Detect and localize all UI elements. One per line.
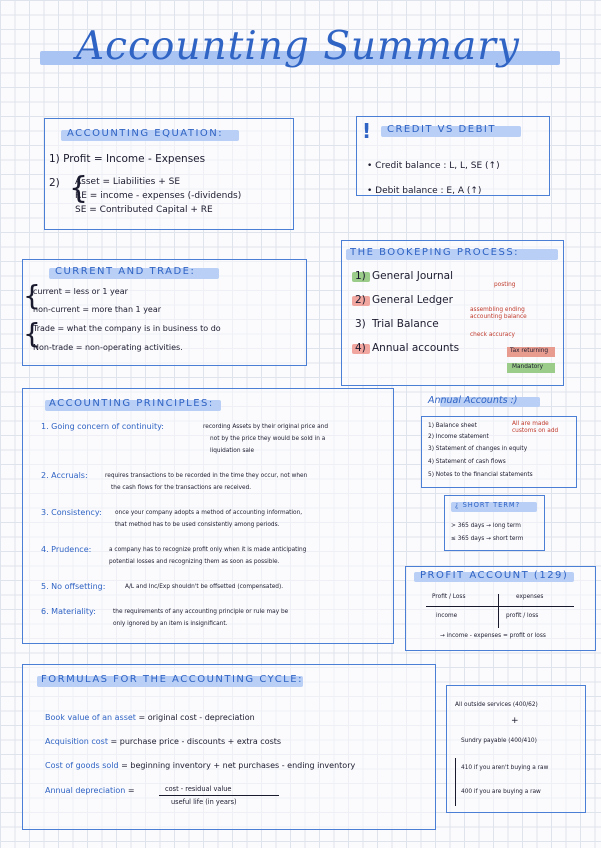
formula-2-label: Acquisition cost [45,737,108,746]
outside-note-1: 410 if you aren't buying a raw [461,765,549,771]
equation-asset: Asset = Liabilities + SE [75,177,181,187]
note-posting: posting [494,282,516,288]
annual-box [421,416,577,488]
principle-3-title: 3. Consistency: [41,508,102,517]
principle-2-line-1: requires transactions to be recorded in the time they occur, not when [105,473,308,479]
t-profit-loss-2: profit / loss [506,613,539,619]
fraction-bar [159,795,279,796]
step-2-label: General Ledger [372,294,453,306]
annual-item-5: 5) Notes to the financial statements [428,472,533,478]
exclamation-icon: ! [362,119,372,143]
credit-debit-box [356,116,550,196]
note-check: check accuracy [470,332,515,338]
principle-6-line-1: the requirements of any accounting principle or rule may be [113,609,289,615]
outside-services-box [446,685,586,813]
principles-box [22,388,394,644]
brace: { [69,171,89,206]
principle-1-line-1: recording Assets by their original price and [203,424,329,430]
t-account-vline [498,594,499,628]
depreciation-numerator: cost - residual value [165,785,232,793]
short-term-box [444,495,545,551]
profit-account-heading: PROFIT ACCOUNT (129) [420,570,569,581]
formula-1-rest: = original cost - depreciation [138,713,255,722]
tag-tax-label: Tax returning [510,348,549,354]
tag-mandatory-label: Mandatory [512,364,544,370]
principle-3-line-1: once your company adopts a method of accounting information, [115,510,303,516]
equation-item-1: 1) Profit = Income - Expenses [49,153,206,165]
current-item: current = less or 1 year [33,287,128,296]
annual-item-2: 2) Income statement [428,434,489,440]
step-3-number: 3) [355,318,366,330]
step-1-label: General Journal [372,270,454,282]
credit-debit-heading: CREDIT VS DEBIT [387,124,496,135]
outside-line-2: Sundry payable (400/410) [461,738,537,744]
formulas-box [22,664,436,830]
annual-heading: Annual Accounts :) [428,395,518,406]
principle-1-line-3: liquidation sale [210,448,255,454]
principle-4-line-2: potential losses and recognizing them as soon as possible. [109,559,280,565]
profit-account-box [405,566,596,651]
principle-2-title: 2. Accruals: [41,471,88,480]
principles-heading: ACCOUNTING PRINCIPLES: [49,398,214,409]
note-assembling: assembling ending accounting balance [470,307,527,320]
principle-5-line-1: A/L and Inc/Exp shouldn't be offsetted (compensated). [125,584,284,590]
t-expenses: expenses [516,594,544,600]
t-account-hline [426,606,574,607]
equation-se: SE = Contributed Capital + RE [75,205,213,215]
current-trade-heading: CURRENT AND TRADE: [55,266,196,277]
page-title: Accounting Summary [76,24,520,69]
annual-item-4: 4) Statement of cash flows [428,459,506,465]
formula-2-rest: = purchase price - discounts + extra costs [110,737,282,746]
t-income: income [436,613,458,619]
principle-2-line-2: the cash flows for the transactions are received. [111,485,252,491]
outside-plus: + [511,716,519,726]
annual-note: All are made customs on add [512,421,559,434]
profit-formula: → income - expenses = profit or loss [440,633,546,639]
principle-4-line-1: a company has to recognize profit only when it is made anticipating [109,547,307,553]
principle-3-line-2: that method has to be used consistently among periods. [115,522,280,528]
credit-balance: • Credit balance : L, L, SE (↑) [367,161,500,171]
outside-note-2: 400 if you are buying a raw [461,789,541,795]
trade-item: Trade = what the company is in business to do [33,324,221,333]
formula-1 [45,713,255,722]
debit-balance: • Debit balance : E, A (↑) [367,186,482,196]
annual-item-1: 1) Balance sheet [428,423,477,429]
brace: { [23,317,41,350]
equation-heading: ACCOUNTING EQUATION: [67,128,224,139]
short-term-item-1: > 365 days → long term [451,523,521,529]
principle-5-title: 5. No offsetting: [41,582,106,591]
equation-box [44,118,294,230]
formula-3-label: Cost of goods sold [45,761,119,770]
short-term-item-2: ≤ 365 days → short term [451,536,524,542]
formula-3 [45,761,355,770]
bookkeeping-box [341,240,564,386]
current-trade-box [22,259,307,366]
depreciation-denominator: useful life (in years) [171,798,237,806]
bookkeeping-heading: THE BOOKEPING PROCESS: [350,247,520,258]
annual-item-3: 3) Statement of changes in equity [428,446,528,452]
step-2-number: 2) [355,294,366,306]
formula-2 [45,737,281,746]
non-trade-item: Non-trade = non-operating activities. [33,343,183,352]
equation-item-2-number: 2) [49,177,60,189]
formula-4-label: Annual depreciation [45,786,126,795]
principle-4-title: 4. Prudence: [41,545,92,554]
non-current-item: non-current = more than 1 year [33,305,162,314]
step-1-number: 1) [355,270,366,282]
t-profit-loss: Profit / Loss [432,594,466,600]
formula-4-rest: = [127,786,135,795]
step-3-label: Trial Balance [372,318,439,330]
note-bar [455,758,456,806]
outside-line-1: All outside services (400/62) [455,702,538,708]
formulas-heading: FORMULAS FOR THE ACCOUNTING CYCLE: [41,674,303,685]
step-4-number: 4) [355,342,366,354]
formula-1-label: Book value of an asset [45,713,136,722]
formula-4 [45,786,135,795]
principle-6-title: 6. Materiality: [41,607,96,616]
equation-re: RE = income - expenses (-dividends) [75,191,242,201]
principle-1-line-2: not by the price they would be sold in a [210,436,326,442]
brace: { [23,279,41,312]
formula-3-rest: = beginning inventory + net purchases - ending inventory [121,761,356,770]
principle-1-title: 1. Going concern of continuity: [41,422,164,431]
principle-6-line-2: only ignored by an item is insignificant. [113,621,228,627]
step-4-label: Annual accounts [372,342,460,354]
short-term-heading: ¿ SHORT TERM? [455,501,521,509]
